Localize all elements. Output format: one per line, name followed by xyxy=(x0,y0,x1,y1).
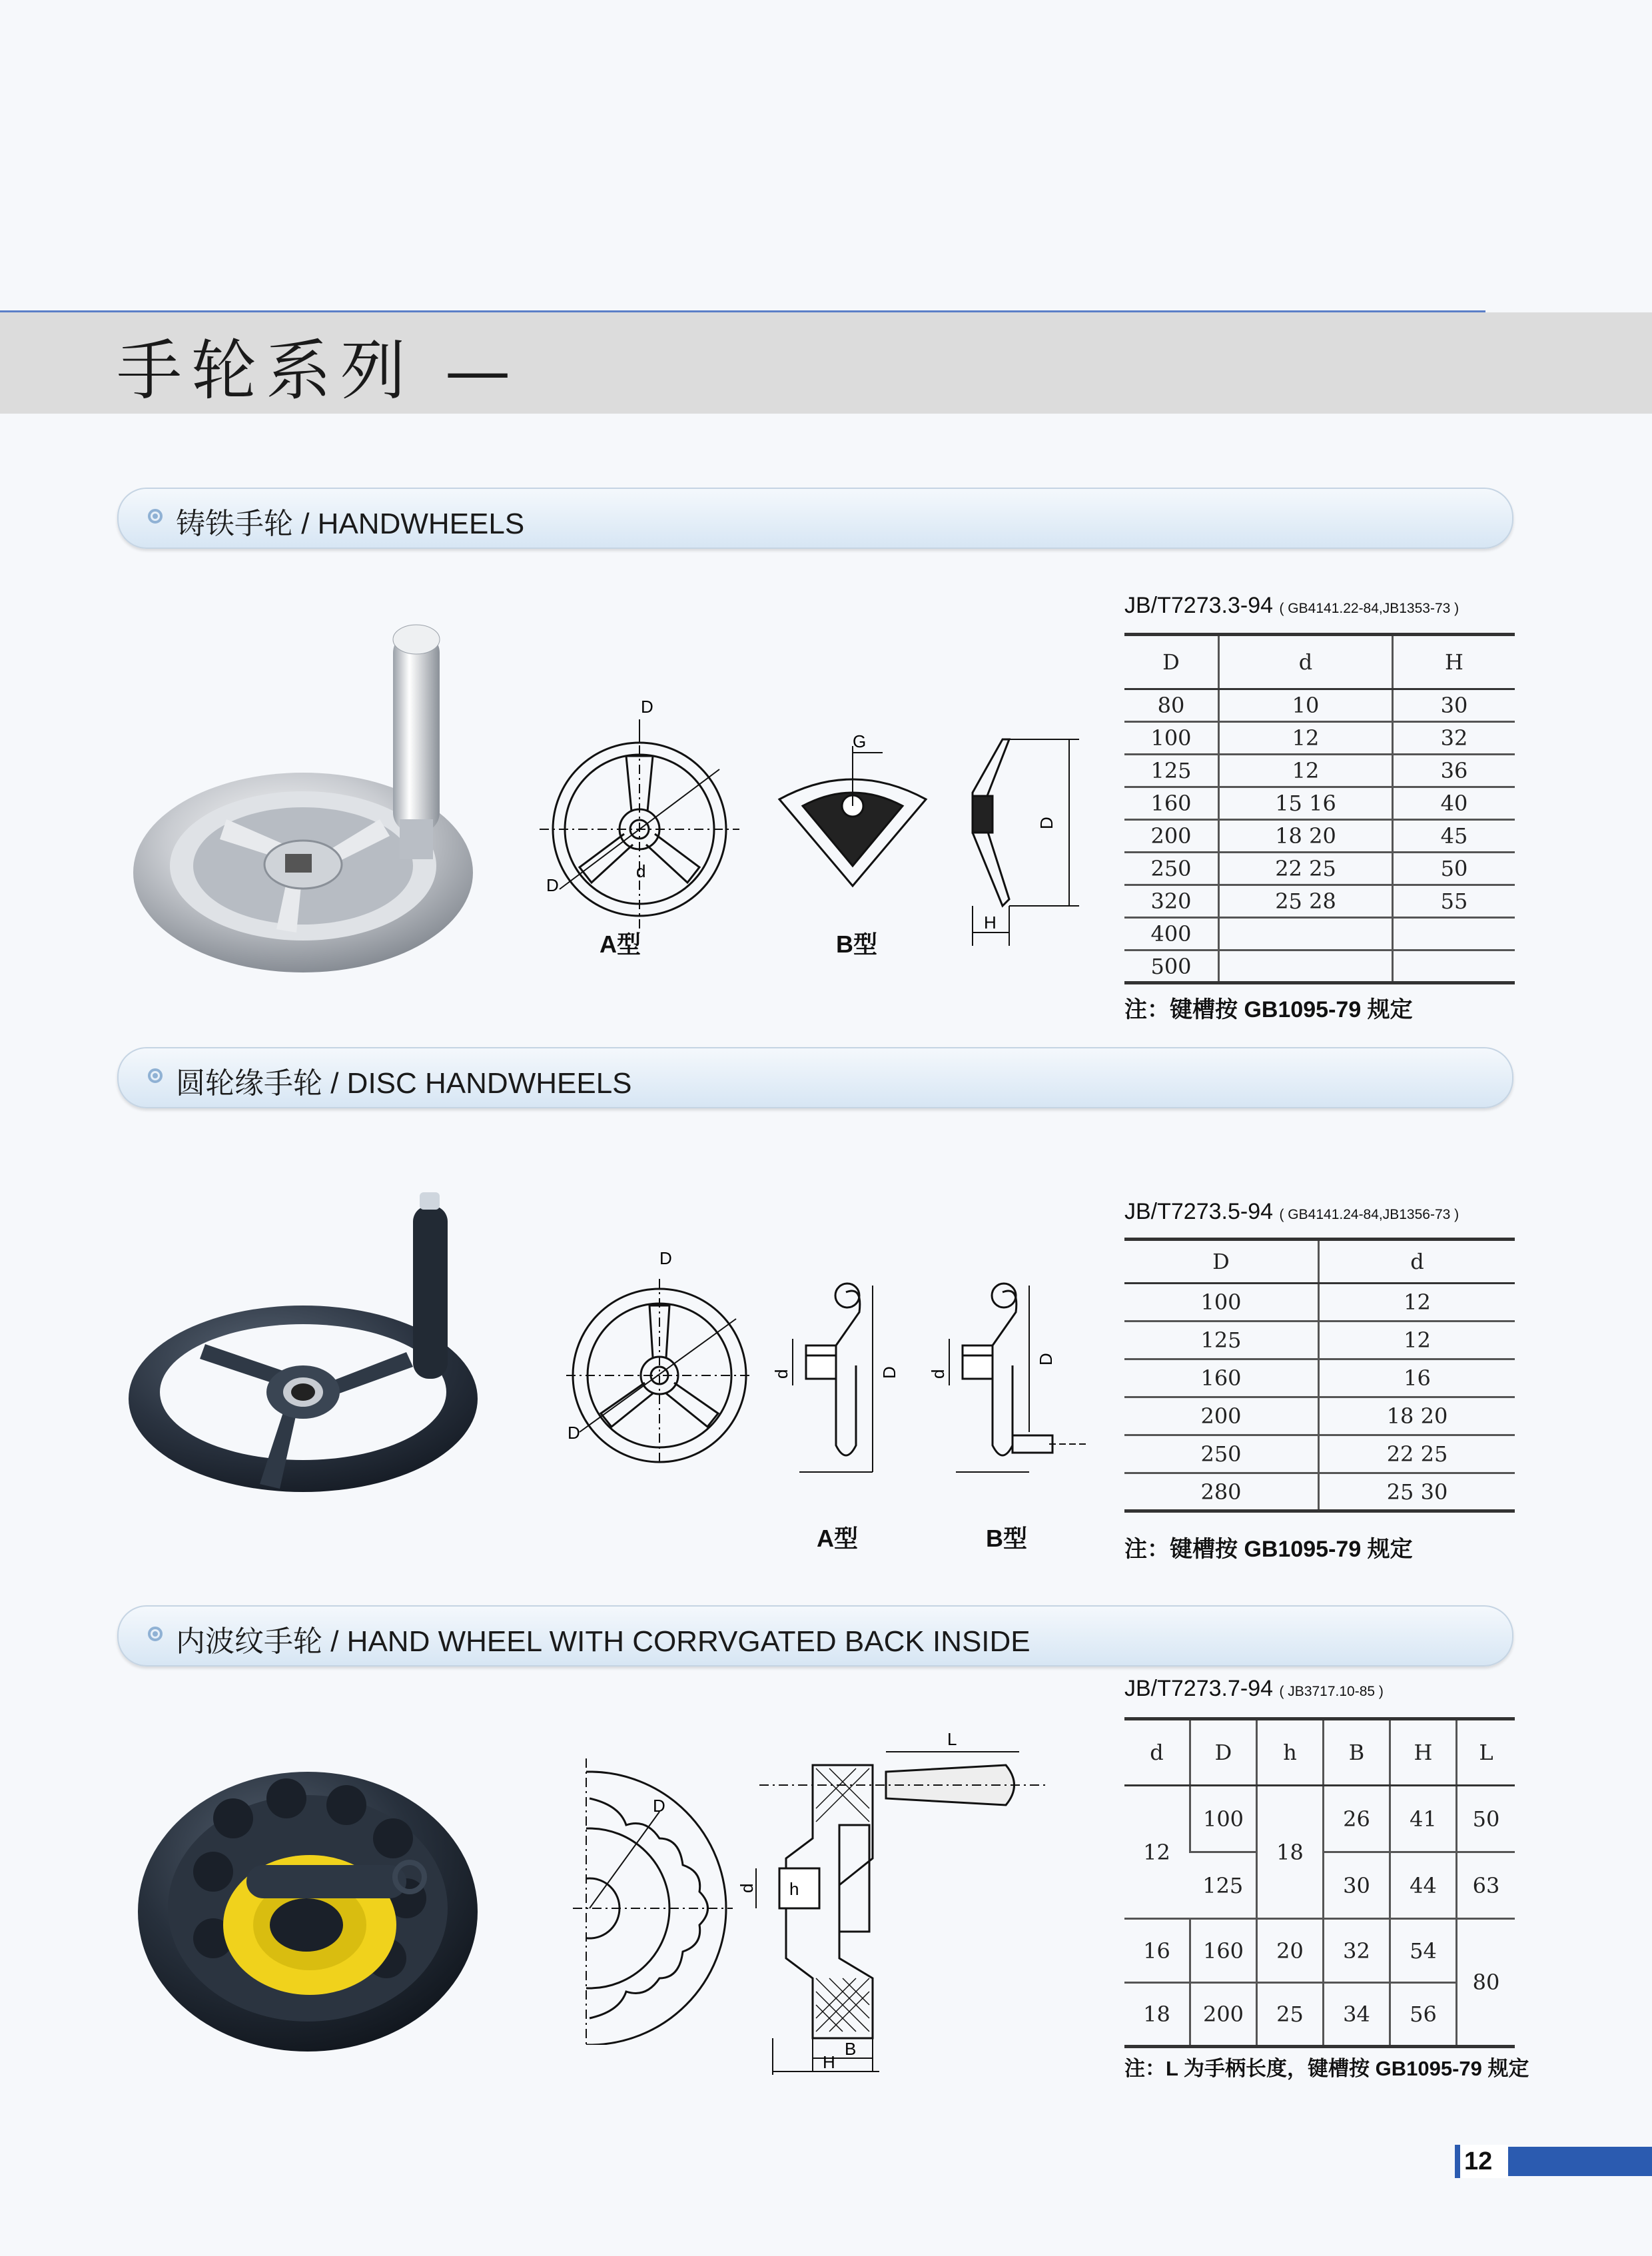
table-row xyxy=(1124,820,1515,853)
column-header: D xyxy=(1124,635,1219,689)
bullet-icon xyxy=(148,509,163,524)
column-header: d xyxy=(1319,1240,1515,1284)
table-cell: 250 xyxy=(1124,853,1219,885)
table-cell: 25 30 xyxy=(1319,1473,1515,1511)
corrugated-handwheel-photo xyxy=(133,1745,493,2058)
dimension-label-B: B xyxy=(845,2039,857,2059)
table-cell: 20 xyxy=(1257,1919,1324,1983)
table-row xyxy=(1124,787,1515,820)
type-a-caption: A型 xyxy=(817,1525,858,1552)
table-row xyxy=(1124,1786,1515,1852)
section-heading-handwheels xyxy=(117,488,1513,549)
dimension-label-G: G xyxy=(853,731,867,751)
standard-code: JB/T7273.7-94 ( JB3717.10-85 ) xyxy=(1124,1676,1384,1701)
column-header: D xyxy=(1190,1719,1257,1786)
table-cell: 54 xyxy=(1390,1919,1457,1983)
table-row xyxy=(1124,722,1515,755)
table-cell: 25 28 xyxy=(1219,885,1393,918)
dimension-label-d: d xyxy=(636,861,646,881)
table-cell: 50 xyxy=(1393,853,1515,885)
corrugated-handwheel-side-drawing xyxy=(739,1725,1046,2078)
table-cell: 18 20 xyxy=(1219,820,1393,853)
dimension-label-D: D xyxy=(1036,817,1056,829)
disc-handwheel-type-a-side-drawing xyxy=(773,1272,906,1492)
table-row xyxy=(1124,918,1515,950)
section-heading-disc-handwheels xyxy=(117,1047,1513,1108)
dimension-label-d: d xyxy=(771,1369,791,1379)
table-cell: 80 xyxy=(1124,689,1219,722)
table-cell: 16 xyxy=(1124,1919,1190,1983)
table-row xyxy=(1124,1359,1515,1397)
table-cell: 34 xyxy=(1324,1983,1390,2047)
table-cell: 200 xyxy=(1124,820,1219,853)
table-cell: 25 xyxy=(1257,1983,1324,2047)
table-cell: 12 xyxy=(1319,1321,1515,1359)
type-b-caption: B型 xyxy=(836,931,877,958)
note: 注：键槽按 GB1095-79 规定 xyxy=(1124,1537,1413,1562)
table-cell: 45 xyxy=(1393,820,1515,853)
dimension-label-D: D xyxy=(1036,1353,1056,1365)
section-heading-corrugated-handwheels xyxy=(117,1605,1513,1667)
column-header: d xyxy=(1124,1719,1190,1786)
table-row xyxy=(1124,1284,1515,1321)
table-row xyxy=(1124,1397,1515,1435)
column-header: D xyxy=(1124,1240,1319,1284)
table-cell: 320 xyxy=(1124,885,1219,918)
note: 注：键槽按 GB1095-79 规定 xyxy=(1124,997,1413,1022)
table-cell: 56 xyxy=(1390,1983,1457,2047)
table-cell: 500 xyxy=(1124,950,1219,983)
table-cell: 22 25 xyxy=(1319,1435,1515,1473)
bullet-icon xyxy=(148,1068,163,1083)
corrugated-handwheel-spec-table xyxy=(1124,1717,1515,2048)
section-heading-label: 内波纹手轮 / HAND WHEEL WITH CORRVGATED BACK INSIDE xyxy=(176,1625,1031,1658)
page-title: 手轮系列 — xyxy=(117,333,520,409)
table-cell: 26 xyxy=(1324,1786,1390,1852)
table-cell: 36 xyxy=(1393,755,1515,787)
table-cell: 18 xyxy=(1257,1786,1324,1919)
table-row xyxy=(1124,755,1515,787)
table-cell: 63 xyxy=(1457,1852,1515,1919)
handwheel-type-b-drawing xyxy=(766,733,939,906)
table-cell: 22 25 xyxy=(1219,853,1393,885)
table-cell: 40 xyxy=(1393,787,1515,820)
table-cell: 250 xyxy=(1124,1435,1319,1473)
handwheel-spec-table xyxy=(1124,633,1515,984)
table-row xyxy=(1124,1473,1515,1511)
table-cell: 160 xyxy=(1190,1919,1257,1983)
dimension-label-d: d xyxy=(928,1369,948,1379)
disc-handwheel-type-b-side-drawing xyxy=(929,1272,1089,1492)
table-cell: 55 xyxy=(1393,885,1515,918)
page-number: 12 xyxy=(1455,2145,1508,2178)
table-cell: 80 xyxy=(1457,1919,1515,2047)
column-header: L xyxy=(1457,1719,1515,1786)
dimension-label-d: d xyxy=(737,1883,757,1893)
column-header: H xyxy=(1390,1719,1457,1786)
table-cell: 100 xyxy=(1124,722,1219,755)
table-cell: 50 xyxy=(1457,1786,1515,1852)
standard-code: JB/T7273.5-94 ( GB4141.24-84,JB1356-73 ) xyxy=(1124,1199,1459,1224)
table-cell: 18 xyxy=(1124,1983,1190,2047)
dimension-label-D: D xyxy=(568,1423,580,1443)
table-row xyxy=(1124,853,1515,885)
section-heading-label: 圆轮缘手轮 / DISC HANDWHEELS xyxy=(176,1067,632,1100)
table-cell xyxy=(1219,950,1393,983)
table-row xyxy=(1124,689,1515,722)
column-header: d xyxy=(1219,635,1393,689)
table-cell xyxy=(1219,918,1393,950)
table-cell: 18 20 xyxy=(1319,1397,1515,1435)
dimension-label-h: h xyxy=(789,1879,799,1899)
table-cell: 30 xyxy=(1393,689,1515,722)
table-cell: 12 xyxy=(1319,1284,1515,1321)
table-cell: 10 xyxy=(1219,689,1393,722)
cast-iron-handwheel-photo xyxy=(127,619,500,979)
table-cell: 160 xyxy=(1124,1359,1319,1397)
column-header: h xyxy=(1257,1719,1324,1786)
dimension-label-D: D xyxy=(653,1796,665,1816)
table-cell: 41 xyxy=(1390,1786,1457,1852)
table-cell: 200 xyxy=(1124,1397,1319,1435)
table-cell: 12 xyxy=(1219,755,1393,787)
disc-handwheel-spec-table xyxy=(1124,1238,1515,1513)
table-cell: 16 xyxy=(1319,1359,1515,1397)
disc-handwheel-photo xyxy=(127,1192,500,1499)
table-cell: 15 16 xyxy=(1219,787,1393,820)
table-cell xyxy=(1393,950,1515,983)
table-cell: 125 xyxy=(1124,1321,1319,1359)
table-cell: 160 xyxy=(1124,787,1219,820)
table-cell: 125 xyxy=(1124,755,1219,787)
table-cell: 44 xyxy=(1390,1852,1457,1919)
dimension-label-D: D xyxy=(641,697,653,717)
standard-code: JB/T7273.3-94 ( GB4141.22-84,JB1353-73 ) xyxy=(1124,593,1459,618)
table-row xyxy=(1124,1321,1515,1359)
table-cell: 32 xyxy=(1324,1919,1390,1983)
table-row xyxy=(1124,1435,1515,1473)
table-cell xyxy=(1393,918,1515,950)
type-b-caption: B型 xyxy=(986,1525,1027,1552)
column-header: H xyxy=(1393,635,1515,689)
handwheel-type-a-drawing xyxy=(533,693,753,959)
section-heading-label: 铸铁手轮 / HANDWHEELS xyxy=(176,508,525,540)
table-cell: 400 xyxy=(1124,918,1219,950)
disc-handwheel-front-drawing xyxy=(560,1246,759,1465)
table-cell: 12 xyxy=(1124,1786,1190,1919)
note: 注：L 为手柄长度，键槽按 GB1095-79 规定 xyxy=(1124,2057,1529,2080)
type-a-caption: A型 xyxy=(600,931,641,958)
table-cell: 100 xyxy=(1124,1284,1319,1321)
dimension-label-D: D xyxy=(659,1248,672,1268)
table-row xyxy=(1124,950,1515,983)
dimension-label-D: D xyxy=(546,875,559,895)
table-cell: 200 xyxy=(1190,1983,1257,2047)
table-cell: 280 xyxy=(1124,1473,1319,1511)
handwheel-side-section-drawing xyxy=(946,726,1092,952)
table-row xyxy=(1124,1983,1515,2047)
corrugated-handwheel-front-drawing xyxy=(573,1758,733,2045)
column-header: B xyxy=(1324,1719,1390,1786)
table-cell: 12 xyxy=(1219,722,1393,755)
table-cell: 30 xyxy=(1324,1852,1390,1919)
bullet-icon xyxy=(148,1627,163,1641)
table-row xyxy=(1124,1919,1515,1983)
table-cell: 100 xyxy=(1190,1786,1257,1852)
table-row xyxy=(1124,885,1515,918)
dimension-label-D: D xyxy=(879,1366,899,1379)
table-cell: 32 xyxy=(1393,722,1515,755)
table-cell: 125 xyxy=(1190,1852,1257,1919)
dimension-label-H: H xyxy=(823,2052,835,2072)
dimension-label-L: L xyxy=(947,1729,957,1749)
dimension-label-H: H xyxy=(984,913,997,933)
